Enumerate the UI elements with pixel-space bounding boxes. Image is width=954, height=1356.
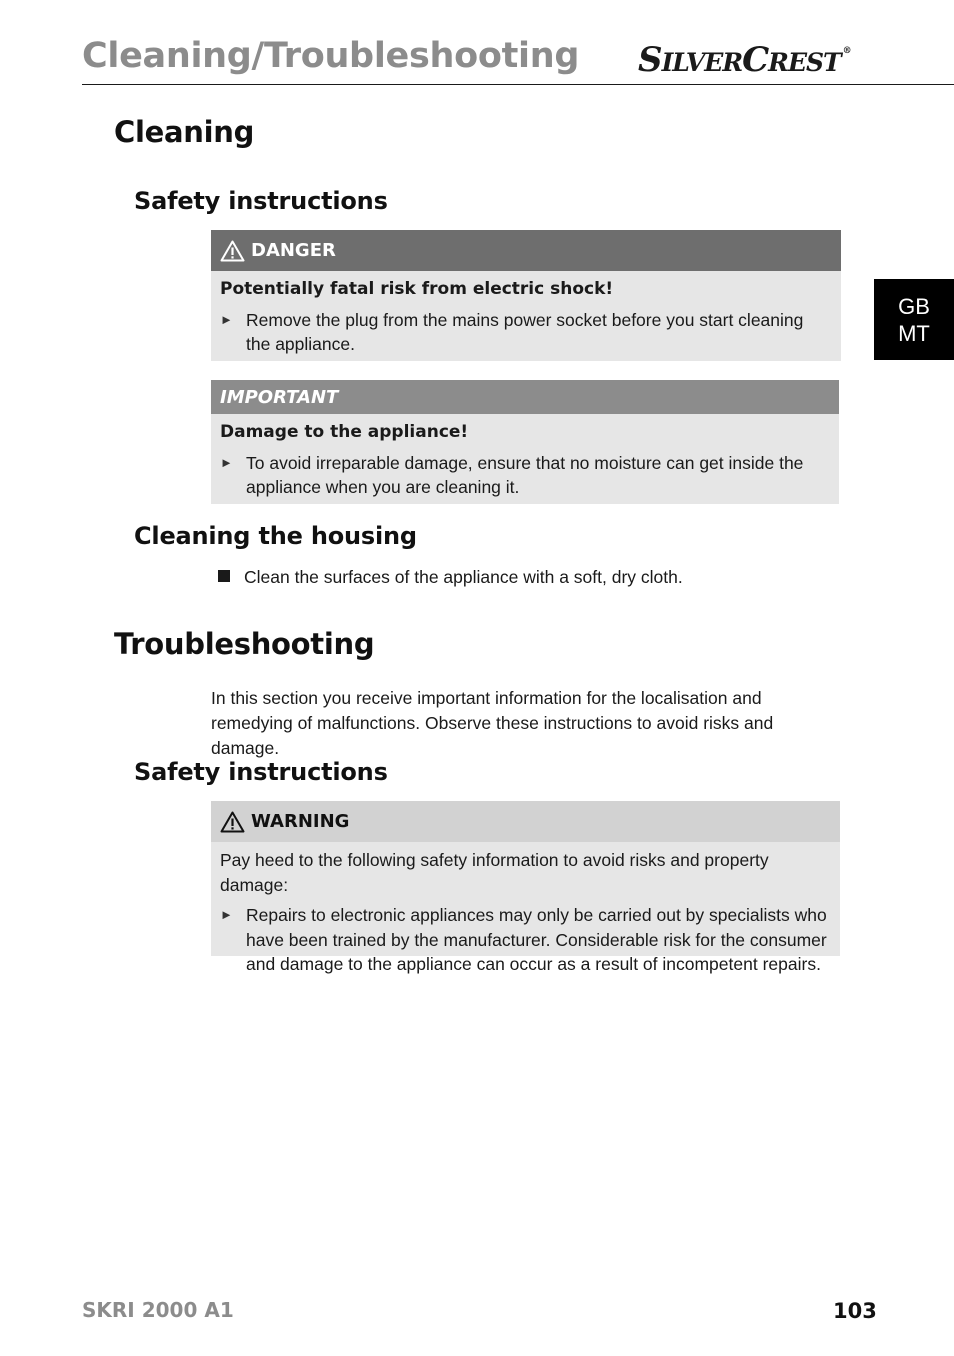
section-heading-troubleshooting: Troubleshooting xyxy=(114,627,375,661)
danger-bullet-text: Remove the plug from the mains power socket before you start cleaning the appliance. xyxy=(246,309,804,354)
warning-header xyxy=(211,801,840,842)
language-code-gb: GB xyxy=(898,293,930,319)
language-code-mt: MT xyxy=(898,320,930,346)
important-notice xyxy=(211,380,839,504)
warning-bullet xyxy=(220,903,831,977)
arrow-bullet-icon: ► xyxy=(220,454,233,470)
subheading-cleaning-housing: Cleaning the housing xyxy=(134,522,417,550)
square-bullet-icon xyxy=(218,570,230,582)
important-label: IMPORTANT xyxy=(220,386,339,408)
language-tab xyxy=(874,279,954,360)
section-heading-cleaning: Cleaning xyxy=(114,115,255,149)
danger-body xyxy=(211,271,841,365)
danger-bullet xyxy=(220,308,832,357)
logo-letter-c: C xyxy=(742,40,769,80)
subheading-safety-instructions: Safety instructions xyxy=(134,187,388,215)
warning-notice xyxy=(211,801,840,974)
warning-bullet-text: Repairs to electronic appliances may only be carried out by specialists who have been trained by the manufacturer. Considerable risk for the consumer and damage to the appliance can occur as a result of incompetent repairs. xyxy=(246,905,827,974)
warning-body xyxy=(211,842,840,985)
warning-triangle-icon xyxy=(220,240,245,262)
page-number: 103 xyxy=(833,1299,877,1323)
warning-triangle-icon xyxy=(220,811,245,833)
danger-header xyxy=(211,230,841,271)
danger-label: DANGER xyxy=(251,240,336,261)
logo-part-rest: REST xyxy=(768,48,841,77)
warning-lead: Pay heed to the following safety information to avoid risks and property damage: xyxy=(220,850,769,895)
troubleshooting-intro: In this section you receive important information for the localisation and remedying of malfunctions. Observe these instructions to avoid risks and damage. xyxy=(211,688,774,758)
important-body xyxy=(211,414,839,508)
important-header xyxy=(211,380,839,414)
page-title: Cleaning/Troubleshooting xyxy=(82,36,580,76)
subheading-safety-instructions-2: Safety instructions xyxy=(134,758,388,786)
logo-part-ilver: ILVER xyxy=(661,48,743,77)
housing-step-text: Clean the surfaces of the appliance with a soft, dry cloth. xyxy=(244,567,683,587)
header-rule xyxy=(82,84,954,85)
brand-logo xyxy=(638,40,851,80)
important-bullet-text: To avoid irreparable damage, ensure that no moisture can get inside the appliance when you are cleaning it. xyxy=(246,452,804,497)
danger-notice xyxy=(211,230,841,361)
housing-step xyxy=(218,565,683,590)
arrow-bullet-icon: ► xyxy=(220,311,233,327)
danger-headline: Potentially fatal risk from electric shock! xyxy=(220,279,614,299)
important-headline: Damage to the appliance! xyxy=(220,422,469,442)
footer-model: SKRI 2000 A1 xyxy=(82,1298,234,1322)
warning-label: WARNING xyxy=(251,811,350,832)
arrow-bullet-icon: ► xyxy=(220,907,233,922)
important-bullet xyxy=(220,451,830,500)
registered-mark: ® xyxy=(842,46,851,56)
logo-letter-s: S xyxy=(638,40,662,80)
